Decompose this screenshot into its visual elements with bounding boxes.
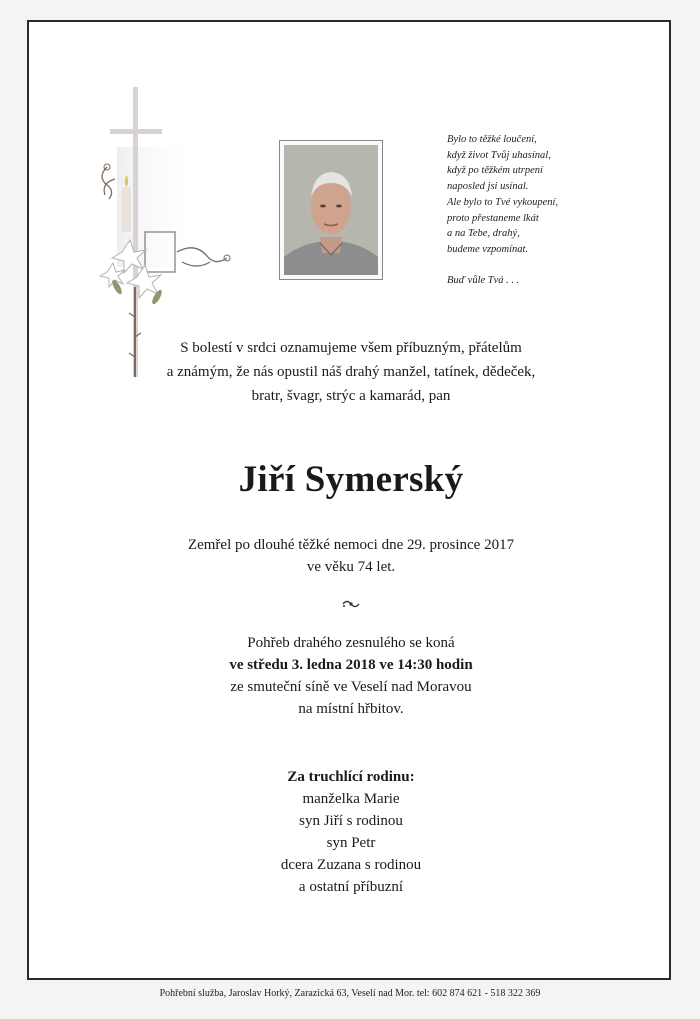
funeral-intro: Pohřeb drahého zesnulého se koná bbox=[247, 635, 455, 651]
burial-place: na místní hřbitov. bbox=[298, 701, 404, 717]
mourning-family bbox=[29, 766, 673, 898]
family-member: a ostatní příbuzní bbox=[298, 879, 404, 895]
funeral-place: ze smuteční síně ve Veselí nad Moravou bbox=[230, 679, 472, 695]
family-member: manželka Marie bbox=[302, 791, 400, 807]
poem-closing: Buď vůle Tvá . . . bbox=[447, 274, 520, 286]
poem-line: když po těžkém utrpení bbox=[447, 165, 543, 177]
funeral-date: ve středu 3. ledna 2018 ve 14:30 hodin bbox=[229, 657, 473, 673]
deceased-name: Jiří Symerský bbox=[238, 459, 464, 500]
poem-line: budeme vzpomínat. bbox=[447, 243, 529, 255]
family-heading: Za truchlící rodinu: bbox=[287, 769, 415, 785]
poem-line: naposled jsi usínal. bbox=[447, 181, 529, 193]
floral-divider-icon bbox=[29, 597, 673, 611]
poem-line: a na Tebe, drahý, bbox=[447, 228, 520, 240]
funeral-service-footer: Pohřební služba, Jaroslav Horký, Zarazická 63, Veselí nad Mor. tel: 602 874 621 - 518 322 369 bbox=[159, 988, 541, 999]
poem-line: Bylo to těžké loučení, bbox=[447, 134, 537, 145]
age-line: ve věku 74 let. bbox=[306, 559, 396, 575]
death-details bbox=[29, 534, 673, 578]
poem-line: Ale bylo to Tvé vykoupení, bbox=[447, 196, 559, 208]
poem bbox=[447, 132, 647, 288]
announcement-line: bratr, švagr, strýc a kamarád, pan bbox=[251, 388, 451, 404]
death-line: Zemřel po dlouhé těžké nemoci dne 29. prosince 2017 bbox=[187, 537, 515, 553]
portrait-photo bbox=[279, 140, 383, 280]
family-member: syn Jiří s rodinou bbox=[299, 813, 403, 829]
obituary-card bbox=[27, 20, 671, 980]
announcement-line: S bolestí v srdci oznamujeme všem příbuzným, přátelům bbox=[180, 340, 522, 356]
poem-line: když život Tvůj uhasínal, bbox=[447, 149, 551, 161]
poem-line: proto přestaneme lkát bbox=[447, 212, 539, 224]
portrait-image bbox=[284, 145, 378, 275]
funeral-details bbox=[29, 632, 673, 720]
family-member: dcera Zuzana s rodinou bbox=[280, 857, 422, 873]
family-member: syn Petr bbox=[326, 835, 376, 851]
announcement-text bbox=[29, 336, 673, 408]
announcement-line: a známým, že nás opustil náš drahý manžel, tatínek, dědeček, bbox=[166, 364, 536, 380]
